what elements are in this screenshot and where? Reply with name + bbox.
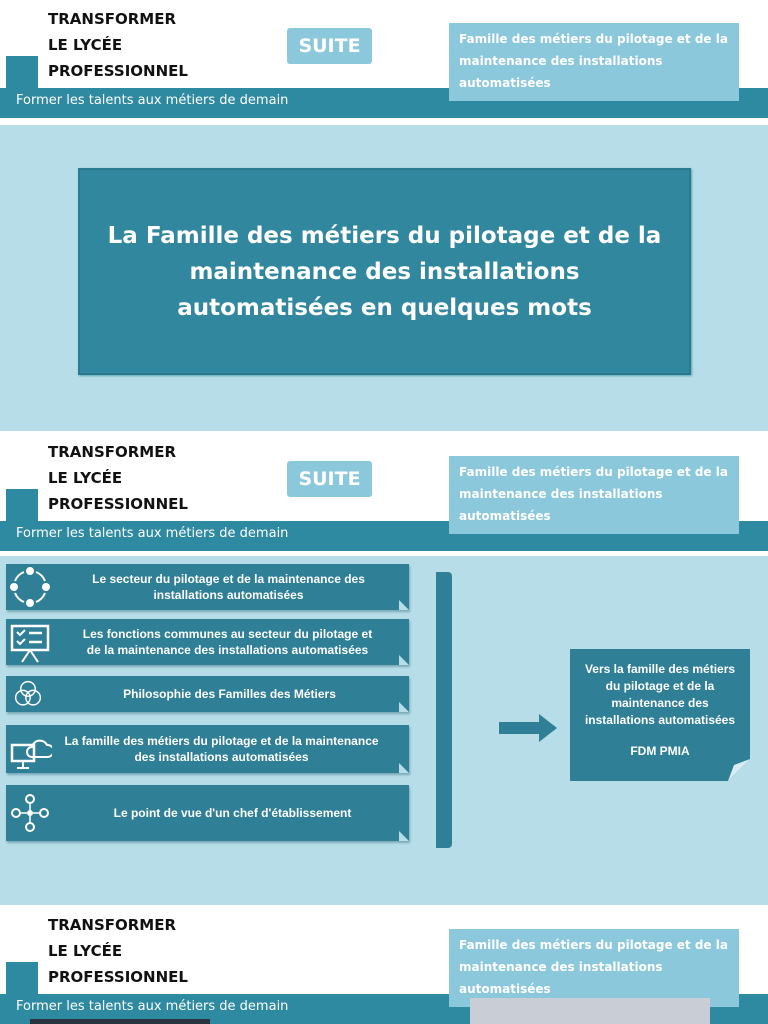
suite-button[interactable]: SUITE bbox=[287, 461, 372, 497]
title-line-1: TRANSFORMER bbox=[48, 10, 177, 28]
tagline: Former les talents aux métiers de demain bbox=[16, 526, 289, 541]
title-line-1: TRANSFORMER bbox=[48, 916, 177, 934]
intro-heading: La Famille des métiers du pilotage et de la maintenance des installations automatisées en quelques mots bbox=[78, 168, 691, 375]
venn-circles-icon bbox=[12, 678, 44, 710]
menu-item-label: Les fonctions communes au secteur du pilotage et de la maintenance des installations automatisées bbox=[82, 627, 373, 657]
network-people-icon bbox=[8, 791, 52, 835]
header-banner bbox=[0, 0, 768, 120]
suite-button[interactable]: SUITE bbox=[287, 28, 372, 64]
checklist-board-icon bbox=[8, 620, 52, 664]
page-fold bbox=[399, 702, 409, 712]
header-banner bbox=[0, 433, 768, 553]
menu-item-philosophie[interactable] bbox=[6, 676, 409, 712]
menu-item-label: Philosophie des Familles des Métiers bbox=[123, 687, 336, 701]
header-accent bbox=[6, 962, 38, 996]
brand-title bbox=[48, 912, 188, 990]
brand-title bbox=[48, 6, 188, 84]
photo-image bbox=[470, 998, 710, 1024]
cloud-computer-icon bbox=[8, 727, 52, 771]
target-card[interactable] bbox=[570, 649, 750, 781]
page-fold bbox=[399, 831, 409, 841]
page-fold bbox=[399, 655, 409, 665]
arrow-right-icon bbox=[499, 714, 559, 742]
menu-item-secteur[interactable] bbox=[6, 564, 409, 610]
menu-item-famille[interactable] bbox=[6, 725, 409, 773]
menu-item-label: Le point de vue d'un chef d'établissement bbox=[113, 806, 352, 820]
tagline: Former les talents aux métiers de demain bbox=[16, 93, 289, 108]
target-code: FDM PMIA bbox=[630, 744, 690, 758]
menu-item-chef[interactable] bbox=[6, 785, 409, 841]
title-line-3: PROFESSIONNEL bbox=[48, 968, 188, 986]
title-line-2: LE LYCÉE bbox=[48, 469, 123, 487]
page-fold bbox=[399, 600, 409, 610]
bracket-connector bbox=[436, 572, 452, 848]
menu-section bbox=[0, 556, 768, 905]
title-line-2: LE LYCÉE bbox=[48, 942, 123, 960]
famille-box: Famille des métiers du pilotage et de la maintenance des installations automatisées bbox=[449, 929, 739, 1007]
title-line-1: TRANSFORMER bbox=[48, 443, 177, 461]
title-line-3: PROFESSIONNEL bbox=[48, 62, 188, 80]
menu-item-fonctions[interactable] bbox=[6, 619, 409, 665]
menu-item-label: La famille des métiers du pilotage et de la maintenance des installations automatisées bbox=[64, 734, 379, 764]
target-text: Vers la famille des métiers du pilotage et de la maintenance des installations automatisées bbox=[584, 662, 736, 727]
intro-section bbox=[0, 125, 768, 431]
famille-box: Famille des métiers du pilotage et de la maintenance des installations automatisées bbox=[449, 456, 739, 534]
header-accent bbox=[6, 56, 38, 90]
title-line-2: LE LYCÉE bbox=[48, 36, 123, 54]
page-curl bbox=[728, 759, 750, 781]
famille-box: Famille des métiers du pilotage et de la maintenance des installations automatisées bbox=[449, 23, 739, 101]
brand-title bbox=[48, 439, 188, 517]
tagline: Former les talents aux métiers de demain bbox=[16, 999, 289, 1014]
photo-image bbox=[30, 1019, 210, 1024]
cycle-icon bbox=[8, 565, 52, 609]
menu-item-label: Le secteur du pilotage et de la maintenance des installations automatisées bbox=[92, 572, 365, 602]
header-accent bbox=[6, 489, 38, 523]
page-fold bbox=[399, 763, 409, 773]
title-line-3: PROFESSIONNEL bbox=[48, 495, 188, 513]
